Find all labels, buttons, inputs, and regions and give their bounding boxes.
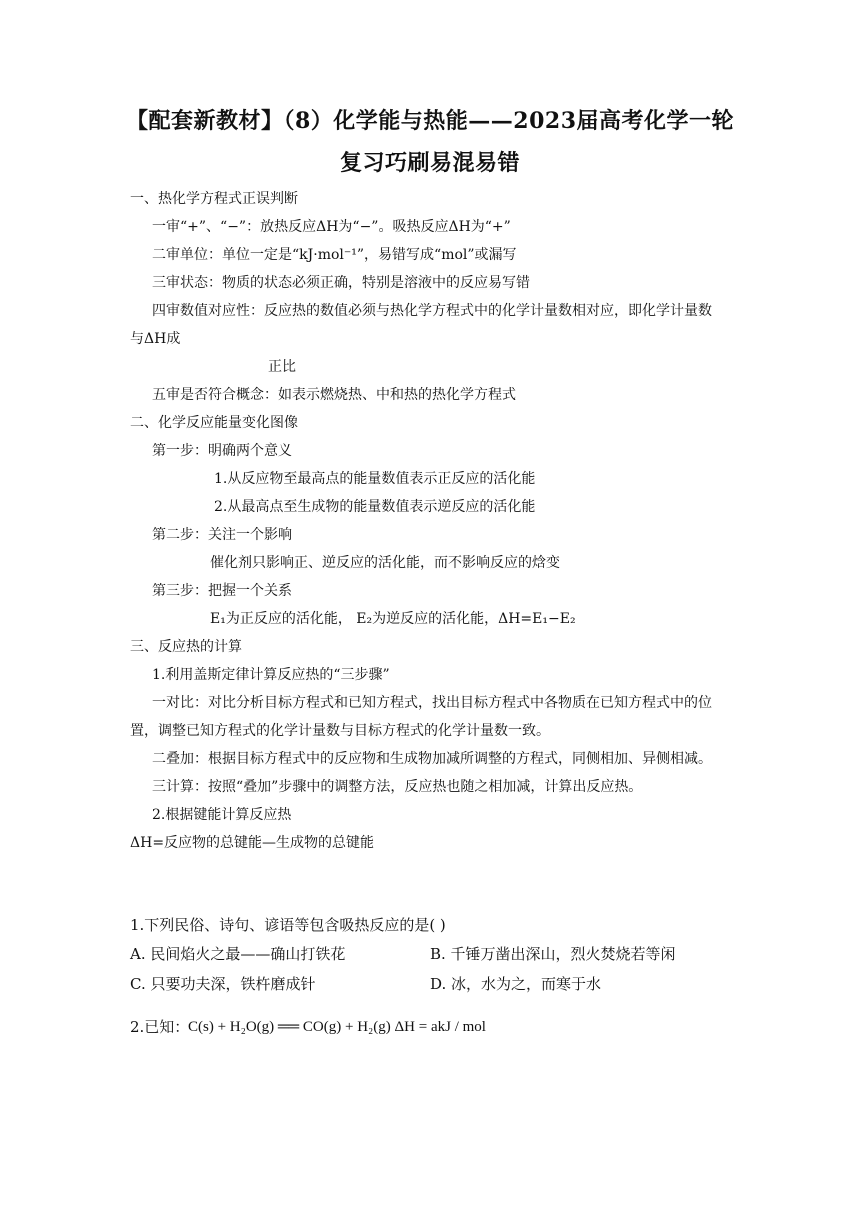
sec3-para-2a: 一对比：对比分析目标方程式和已知方程式，找出目标方程式中各物质在已知方程式中的位 [152, 695, 712, 711]
sec3-para-2b: 置，调整已知方程式的化学计量数与目标方程式的化学计量数一致。 [130, 723, 550, 739]
question-2-stem: 2.已知： [130, 1018, 190, 1036]
sec3-para-4: 三计算：按照“叠加”步骤中的调整方法，反应热也随之相加减，计算出反应热。 [152, 779, 643, 795]
sec1-line-1: 一审“+”、“−”：放热反应ΔH为“−”。吸热反应ΔH为“+” [152, 219, 511, 235]
question-2-equation: C(s) + H₂O(g) ══ CO(g) + H₂(g) ΔH = akJ / mol [188, 1019, 486, 1035]
question-1-option-c: C. 只要功夫深，铁杵磨成针 [130, 975, 316, 993]
sec2-step-2: 第二步：关注一个影响 [152, 527, 292, 543]
sec1-line-4b: 与ΔH成 [130, 331, 181, 347]
sec3-para-6: ΔH=反应物的总键能—生成物的总键能 [130, 835, 375, 851]
sec1-line-2: 二审单位：单位一定是“kJ·mol⁻¹”，易错写成“mol”或漏写 [152, 247, 517, 263]
question-1-option-d: D. 冰，水为之，而寒于水 [430, 975, 602, 993]
sec2-step-1: 第一步：明确两个意义 [152, 443, 292, 459]
section-2-heading: 二、化学反应能量变化图像 [130, 415, 298, 431]
sec2-step-3: 第三步：把握一个关系 [152, 583, 292, 599]
section-1-heading: 一、热化学方程式正误判断 [130, 191, 298, 207]
sec2-step-3-item: E₁为正反应的活化能， E₂为逆反应的活化能，ΔH=E₁−E₂ [210, 611, 576, 627]
sec1-line-5: 五审是否符合概念：如表示燃烧热、中和热的热化学方程式 [152, 387, 516, 403]
sec1-line-3: 三审状态：物质的状态必须正确，特别是溶液中的反应易写错 [152, 275, 530, 291]
sec3-para-3: 二叠加：根据目标方程式中的反应物和生成物加减所调整的方程式，同侧相加、异侧相减。 [152, 751, 712, 767]
sec3-para-1: 1.利用盖斯定律计算反应热的“三步骤” [152, 667, 390, 683]
title-line-1: 【配套新教材】（8）化学能与热能——2023届高考化学一轮 [125, 108, 735, 134]
sec2-step-1-item-2: 2.从最高点至生成物的能量数值表示逆反应的活化能 [214, 499, 536, 515]
question-1-option-b: B. 千锤万凿出深山，烈火焚烧若等闲 [430, 945, 676, 963]
question-1-stem: 1.下列民俗、诗句、谚语等包含吸热反应的是( ) [130, 916, 446, 934]
sec2-step-1-item-1: 1.从反应物至最高点的能量数值表示正反应的活化能 [214, 471, 536, 487]
sec1-line-4c: 正比 [268, 359, 296, 375]
title-line-2: 复习巧刷易混易错 [339, 150, 520, 176]
sec1-line-4a: 四审数值对应性：反应热的数值必须与热化学方程式中的化学计量数相对应，即化学计量数 [152, 303, 712, 319]
question-1-option-a: A. 民间焰火之最——确山打铁花 [130, 945, 346, 963]
section-3-heading: 三、反应热的计算 [130, 639, 242, 655]
sec3-para-5: 2.根据键能计算反应热 [152, 807, 292, 823]
sec2-step-2-item: 催化剂只影响正、逆反应的活化能，而不影响反应的焓变 [210, 555, 560, 571]
